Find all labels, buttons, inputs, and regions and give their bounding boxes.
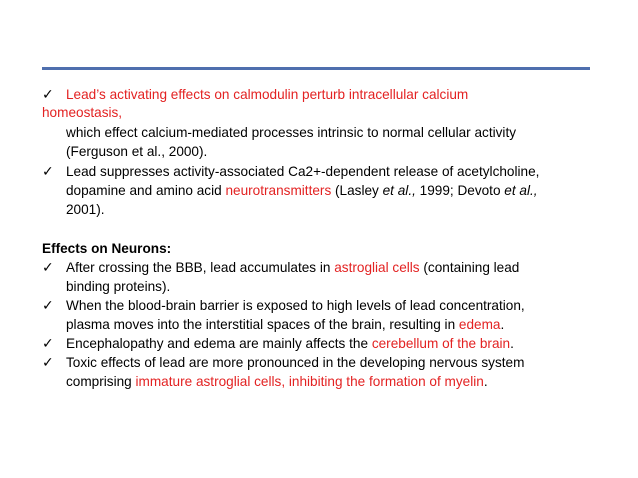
highlight-immature-astroglial: immature astroglial cells, inhibiting the formation of myelin xyxy=(135,374,484,389)
bullet-2-line-2 xyxy=(66,182,538,200)
checkmark-icon: ✓ xyxy=(42,354,54,370)
text-run: (Lasley xyxy=(331,183,383,198)
highlight-astroglial-cells: astroglial cells xyxy=(334,260,420,275)
citation-et-al: et al., xyxy=(382,183,416,198)
text-run: Encephalopathy and edema are mainly affects the xyxy=(66,336,372,351)
highlight-cerebellum: cerebellum of the brain xyxy=(371,336,511,351)
text-run: dopamine and amino acid xyxy=(66,183,226,198)
text-run: . xyxy=(483,374,488,389)
neuron-bullet-3-line-1 xyxy=(66,335,514,353)
text-run: (containing lead xyxy=(419,260,520,275)
checkmark-icon: ✓ xyxy=(42,163,54,179)
checkmark-icon: ✓ xyxy=(42,86,54,102)
text-run: plasma moves into the interstitial spaces of the brain, resulting in xyxy=(66,317,459,332)
section-heading: Effects on Neurons: xyxy=(42,241,172,256)
text-run: 1999; Devoto xyxy=(415,183,505,198)
neuron-bullet-2-line-1: When the blood-brain barrier is exposed to high levels of lead concentration, xyxy=(66,298,525,313)
checkmark-icon: ✓ xyxy=(42,335,54,351)
bullet-1-line-1: Lead’s activating effects on calmodulin perturb intracellular calcium xyxy=(66,87,469,102)
neuron-bullet-1-line-1 xyxy=(66,259,519,277)
neuron-bullet-4-line-1: Toxic effects of lead are more pronounced in the developing nervous system xyxy=(66,355,525,370)
highlight-neurotransmitters: neurotransmitters xyxy=(225,183,332,198)
bullet-1-line-2: homeostasis, xyxy=(42,105,123,120)
neuron-bullet-4-line-2 xyxy=(66,373,488,391)
text-run: comprising xyxy=(66,374,136,389)
bullet-1-line-4: (Ferguson et al., 2000). xyxy=(66,144,208,159)
checkmark-icon: ✓ xyxy=(42,259,54,275)
header-divider xyxy=(42,67,590,70)
neuron-bullet-1-line-2: binding proteins). xyxy=(66,279,171,294)
highlight-edema: edema xyxy=(458,317,501,332)
citation-et-al: et al., xyxy=(504,183,538,198)
checkmark-icon: ✓ xyxy=(42,297,54,313)
bullet-2-line-3: 2001). xyxy=(66,202,105,217)
neuron-bullet-2-line-2 xyxy=(66,316,504,334)
text-run: After crossing the BBB, lead accumulates in xyxy=(66,260,335,275)
text-run: . xyxy=(510,336,514,351)
bullet-2-line-1: Lead suppresses activity-associated Ca2+-dependent release of acetylcholine, xyxy=(66,164,540,179)
text-run: . xyxy=(500,317,505,332)
bullet-1-line-3: which effect calcium-mediated processes intrinsic to normal cellular activity xyxy=(66,125,517,140)
